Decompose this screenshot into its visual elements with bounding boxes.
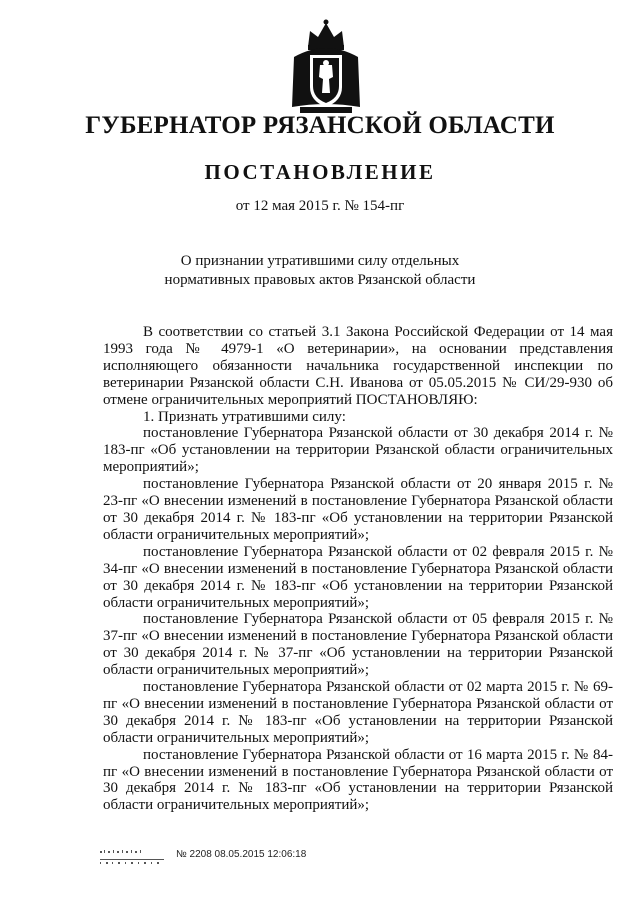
barcode-stamp-icon [98, 847, 168, 867]
act-paragraph: постановление Губернатора Рязанской области от 20 января 2015 г. № 23-пг «О внесении изменений в постановление Губернатора Рязанской области от 30 декабря 2014 г. № 183-пг «Об установлении на территории Рязанской области ограничительных мероприятий»; [103, 476, 613, 543]
authority-heading: ГУБЕРНАТОР РЯЗАНСКОЙ ОБЛАСТИ [85, 112, 555, 139]
act-paragraph: постановление Губернатора Рязанской области от 05 февраля 2015 г. № 37-пг «О внесении изменений в постановление Губернатора Рязанской области от 30 декабря 2014 г. № 37-пг «Об установлении на территории Рязанской области ограничительных мероприятий»; [103, 611, 613, 679]
document-type-heading: ПОСТАНОВЛЕНИЕ [204, 160, 436, 184]
coat-of-arms-icon [286, 17, 366, 117]
document-date-number: от 12 мая 2015 г. № 154-пг [235, 198, 405, 214]
registration-footer [98, 845, 518, 869]
document-body [103, 324, 613, 814]
preamble-paragraph: В соответствии со статьей 3.1 Закона Российской Федерации от 14 мая 1993 года № 4979-1 «О ветеринарии», на основании представления исполняющего обязанности начальника государственной инспекции по ветеринарии Рязанской области С.Н. Иванова от 05.05.2015 № СИ/29-930 об отмене ограничительных мероприятий ПОСТАНОВЛЯЮ: [103, 324, 613, 408]
document-subject [0, 252, 640, 290]
item-paragraph: 1. Признать утратившими силу: [143, 408, 346, 425]
subject-line: О признании утратившими силу отдельных [180, 253, 460, 269]
act-paragraph: постановление Губернатора Рязанской области от 02 марта 2015 г. № 69-пг «О внесении изменений в постановление Губернатора Рязанской области от 30 декабря 2014 г. № 183-пг «Об установлении на территории Рязанской области ограничительных мероприятий»; [103, 679, 613, 746]
act-paragraph: постановление Губернатора Рязанской области от 30 декабря 2014 г. № 183-пг «Об установлении на территории Рязанской области ограничительных мероприятий»; [103, 425, 613, 476]
act-paragraph: постановление Губернатора Рязанской области от 02 февраля 2015 г. № 34-пг «О внесении изменений в постановление Губернатора Рязанской области от 30 декабря 2014 г. № 183-пг «Об установлении на территории Рязанской области ограничительных мероприятий»; [103, 543, 613, 611]
act-paragraph: постановление Губернатора Рязанской области от 16 марта 2015 г. № 84-пг «О внесении изменений в постановление Губернатора Рязанской области от 30 декабря 2014 г. № 183-пг «Об установлении на территории Рязанской области ограничительных мероприятий»; [103, 746, 613, 814]
registration-number: № 2208 08.05.2015 12:06:18 [176, 849, 307, 860]
subject-line: нормативных правовых актов Рязанской области [164, 272, 476, 288]
